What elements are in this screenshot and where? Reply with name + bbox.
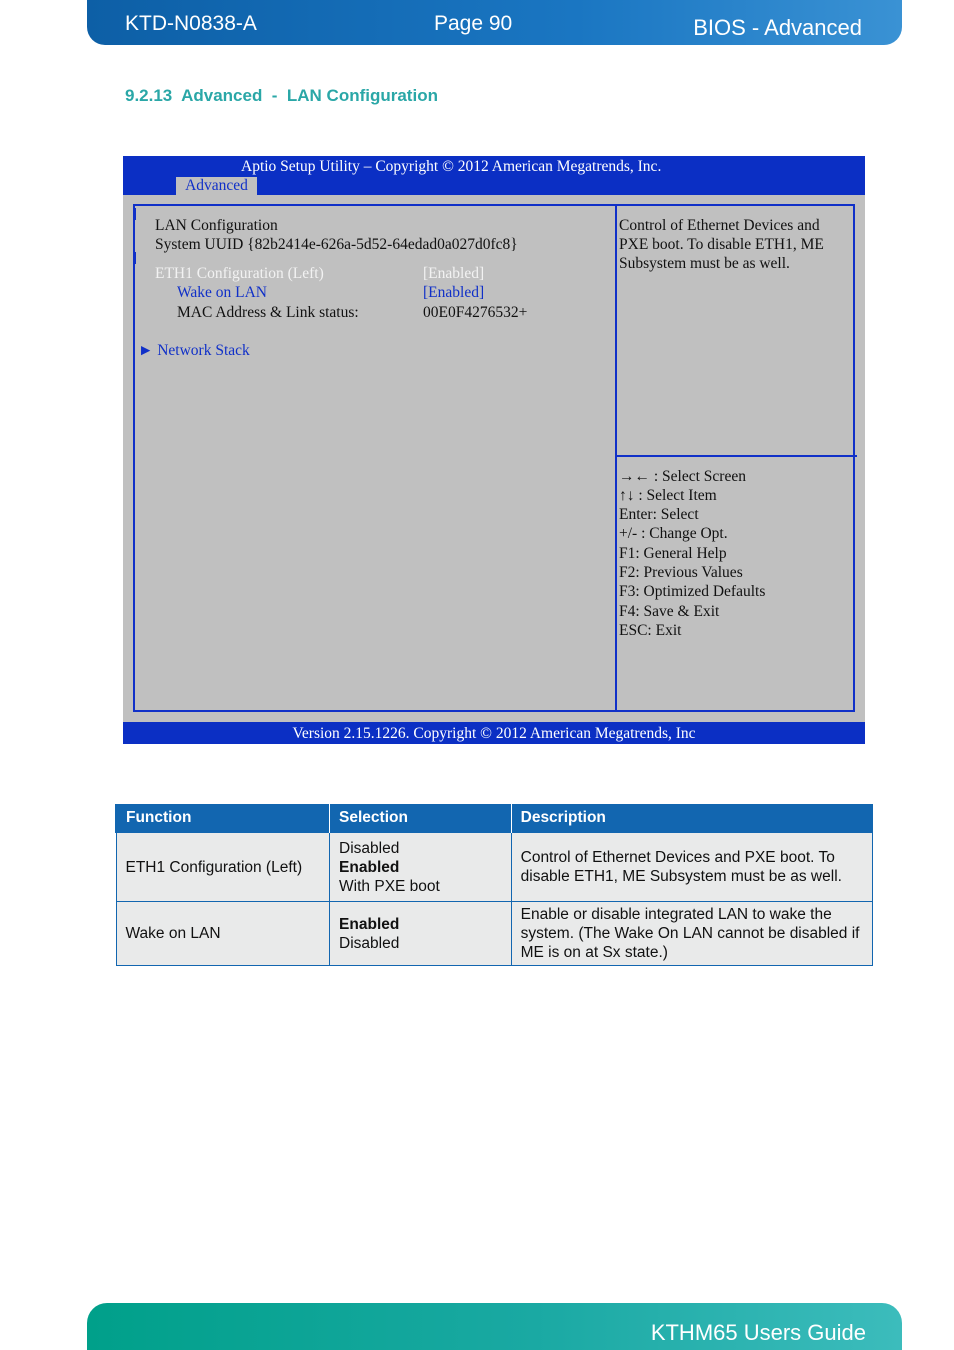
description-cell: Enable or disable integrated LAN to wake the system. (The Wake On LAN cannot be disabled if ME is on at Sx state.) [511,902,872,966]
help-line: PXE boot. To disable ETH1, ME [619,236,824,253]
wake-on-lan-label[interactable]: Wake on LAN [177,284,268,301]
bios-screen [123,156,865,744]
frame-tick [133,252,136,264]
selection-cell [330,833,512,902]
help-divider [617,455,857,457]
eth1-config-value[interactable]: [Enabled] [423,265,485,282]
bios-version-bar: Version 2.15.1226. Copyright © 2012 American Megatrends, Inc [123,722,865,744]
function-cell: Wake on LAN [116,902,330,966]
selection-option-default: Enabled [339,858,400,876]
selection-option: With PXE boot [339,877,440,895]
eth1-config-label[interactable]: ETH1 Configuration (Left) [155,265,324,282]
page-footer [87,1303,902,1350]
bios-title: Aptio Setup Utility – Copyright © 2012 American Megatrends, Inc. [241,158,662,175]
key-hint: F3: Optimized Defaults [619,583,766,600]
table-row [116,902,872,966]
mac-address-label: MAC Address & Link status: [177,304,359,321]
frame-tick [133,208,136,220]
key-hint: →← : Select Screen [619,468,746,485]
system-uuid: System UUID {82b2414e-626a-5d52-64edad0a027d0fc8} [155,236,518,253]
key-hint: Enter: Select [619,506,699,523]
key-hint: F1: General Help [619,545,727,562]
help-line: Control of Ethernet Devices and [619,217,820,234]
function-table [115,804,873,966]
key-hint: +/- : Change Opt. [619,525,728,542]
lan-config-heading: LAN Configuration [155,217,278,234]
description-cell: Control of Ethernet Devices and PXE boot. To disable ETH1, ME Subsystem must be as well. [511,833,872,902]
function-cell: ETH1 Configuration (Left) [116,833,330,902]
page-header [87,0,902,45]
key-hint: F4: Save & Exit [619,603,720,620]
key-hint: ↑↓ : Select Item [619,487,717,504]
column-header: Description [511,804,872,833]
key-hint: F2: Previous Values [619,564,743,581]
panel-divider [615,206,617,710]
page-number: Page 90 [434,12,513,35]
mac-address-value: 00E0F4276532+ [423,304,528,321]
section-title: 9.2.13 Advanced - LAN Configuration [125,86,438,105]
key-hint: ESC: Exit [619,622,682,639]
help-line: Subsystem must be as well. [619,255,790,272]
selection-option: Disabled [339,934,400,952]
wake-on-lan-value[interactable]: [Enabled] [423,284,485,301]
bios-title-bar [123,156,865,195]
table-header-row [116,804,872,833]
guide-title: KTHM65 Users Guide [650,1320,866,1345]
table-row [116,833,872,902]
bios-frame [133,204,855,712]
network-stack-link[interactable]: ► Network Stack [138,342,250,359]
selection-option-default: Enabled [339,915,400,933]
document-id: KTD-N0838-A [125,12,257,35]
column-header: Selection [330,804,512,833]
header-section: BIOS - Advanced [693,15,862,40]
tab-advanced[interactable]: Advanced [176,177,257,195]
selection-option: Disabled [339,839,400,857]
column-header: Function [116,804,330,833]
selection-cell [330,902,512,966]
